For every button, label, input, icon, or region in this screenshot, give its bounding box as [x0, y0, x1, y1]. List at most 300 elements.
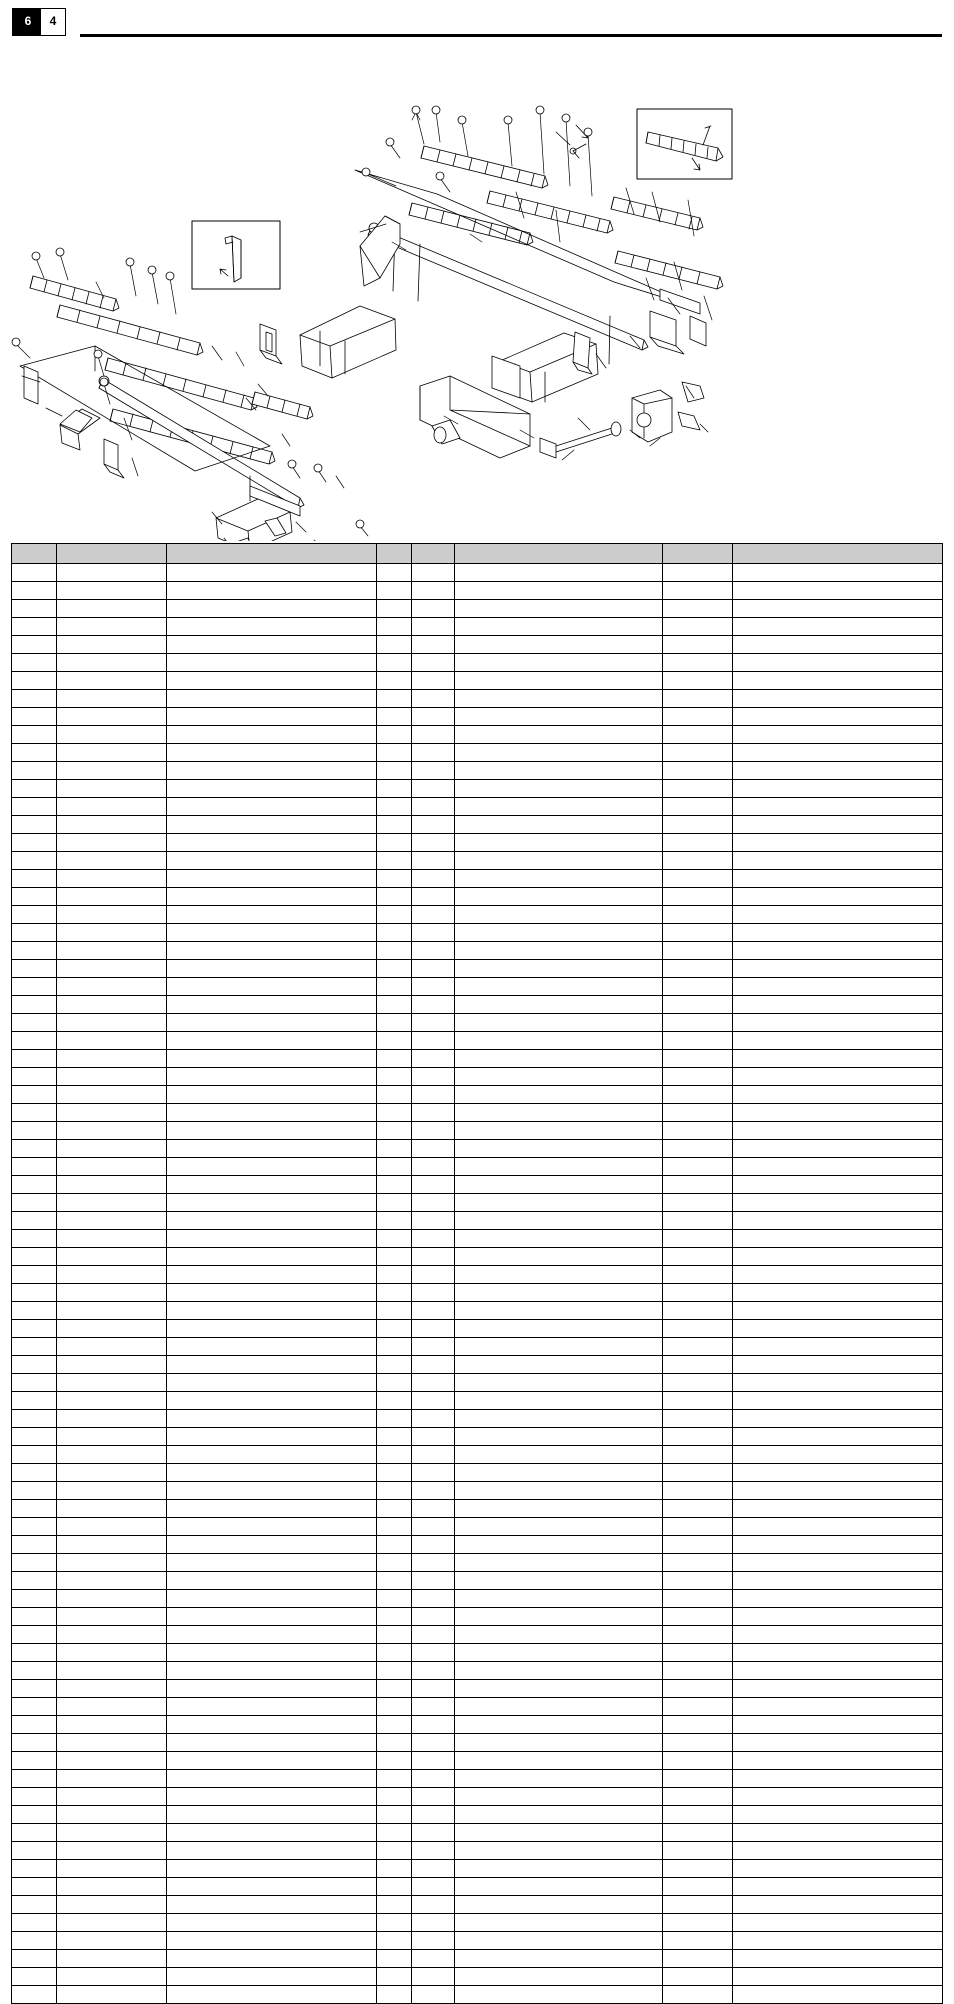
lower-left-rails	[30, 276, 313, 464]
table-cell	[167, 690, 377, 708]
table-row	[12, 870, 943, 888]
col-header-item	[12, 544, 57, 564]
table-cell	[663, 1068, 733, 1086]
table-cell	[12, 942, 57, 960]
table-row	[12, 1356, 943, 1374]
table-cell	[376, 870, 411, 888]
table-cell	[454, 1032, 662, 1050]
table-cell	[411, 1680, 454, 1698]
table-cell	[57, 1518, 167, 1536]
table-cell	[167, 1824, 377, 1842]
table-cell	[12, 1824, 57, 1842]
table-cell	[376, 1932, 411, 1950]
table-row	[12, 1230, 943, 1248]
table-cell	[663, 726, 733, 744]
table-cell	[167, 1590, 377, 1608]
table-cell	[57, 1770, 167, 1788]
table-cell	[376, 1716, 411, 1734]
table-cell	[167, 1914, 377, 1932]
col-header-qty-2	[733, 544, 943, 564]
table-cell	[57, 1140, 167, 1158]
table-cell	[167, 636, 377, 654]
table-cell	[167, 1410, 377, 1428]
table-cell	[57, 1032, 167, 1050]
table-cell	[57, 1608, 167, 1626]
table-cell	[454, 1104, 662, 1122]
table-cell	[12, 834, 57, 852]
table-row	[12, 1500, 943, 1518]
table-cell	[663, 780, 733, 798]
table-cell	[411, 1608, 454, 1626]
table-row	[12, 564, 943, 582]
table-cell	[376, 1230, 411, 1248]
table-cell	[663, 942, 733, 960]
table-row	[12, 1860, 943, 1878]
table-cell	[376, 1482, 411, 1500]
table-cell	[663, 1176, 733, 1194]
table-row	[12, 1770, 943, 1788]
table-cell	[411, 1320, 454, 1338]
table-cell	[733, 1194, 943, 1212]
table-cell	[12, 582, 57, 600]
table-cell	[57, 1464, 167, 1482]
table-cell	[411, 1086, 454, 1104]
page-header	[0, 0, 954, 46]
table-cell	[57, 600, 167, 618]
table-cell	[454, 564, 662, 582]
table-cell	[57, 1320, 167, 1338]
table-cell	[454, 1554, 662, 1572]
table-cell	[167, 1878, 377, 1896]
table-row	[12, 1014, 943, 1032]
table-cell	[12, 888, 57, 906]
table-cell	[663, 1716, 733, 1734]
table-cell	[411, 1194, 454, 1212]
table-cell	[411, 780, 454, 798]
table-row	[12, 1788, 943, 1806]
table-cell	[454, 762, 662, 780]
table-cell	[57, 762, 167, 780]
table-cell	[376, 1176, 411, 1194]
table-cell	[376, 924, 411, 942]
table-cell	[12, 1284, 57, 1302]
exploded-parts-diagram	[0, 46, 954, 541]
table-cell	[454, 654, 662, 672]
table-row	[12, 1590, 943, 1608]
table-cell	[57, 780, 167, 798]
table-cell	[733, 1014, 943, 1032]
table-cell	[411, 1446, 454, 1464]
table-row	[12, 1392, 943, 1410]
table-row	[12, 726, 943, 744]
table-row	[12, 1608, 943, 1626]
table-cell	[663, 654, 733, 672]
table-row	[12, 1482, 943, 1500]
table-cell	[57, 1482, 167, 1500]
table-cell	[454, 1572, 662, 1590]
table-cell	[733, 744, 943, 762]
table-cell	[411, 924, 454, 942]
table-cell	[376, 780, 411, 798]
table-cell	[376, 1500, 411, 1518]
table-cell	[167, 834, 377, 852]
table-cell	[167, 1266, 377, 1284]
table-row	[12, 1824, 943, 1842]
table-cell	[57, 1410, 167, 1428]
table-cell	[733, 1806, 943, 1824]
table-cell	[167, 960, 377, 978]
table-cell	[663, 1230, 733, 1248]
table-cell	[663, 1896, 733, 1914]
table-cell	[454, 1446, 662, 1464]
table-cell	[57, 1356, 167, 1374]
table-cell	[376, 1104, 411, 1122]
table-cell	[411, 1032, 454, 1050]
table-cell	[57, 672, 167, 690]
table-row	[12, 942, 943, 960]
table-cell	[57, 996, 167, 1014]
table-cell	[411, 1806, 454, 1824]
table-cell	[454, 1914, 662, 1932]
table-cell	[57, 1878, 167, 1896]
table-cell	[12, 1500, 57, 1518]
table-cell	[376, 1194, 411, 1212]
table-cell	[167, 888, 377, 906]
table-cell	[454, 1986, 662, 2004]
table-row	[12, 1068, 943, 1086]
table-cell	[454, 798, 662, 816]
table-cell	[411, 744, 454, 762]
table-cell	[167, 1788, 377, 1806]
table-cell	[167, 1122, 377, 1140]
parts-table	[11, 543, 943, 2004]
table-cell	[167, 816, 377, 834]
table-cell	[376, 852, 411, 870]
table-cell	[733, 1464, 943, 1482]
table-cell	[57, 924, 167, 942]
table-cell	[12, 1788, 57, 1806]
table-cell	[454, 942, 662, 960]
table-cell	[411, 726, 454, 744]
table-cell	[12, 654, 57, 672]
table-cell	[454, 888, 662, 906]
table-cell	[411, 1392, 454, 1410]
table-cell	[12, 762, 57, 780]
table-cell	[411, 1014, 454, 1032]
table-cell	[12, 1194, 57, 1212]
table-cell	[167, 1986, 377, 2004]
table-cell	[12, 960, 57, 978]
table-cell	[411, 564, 454, 582]
table-cell	[411, 1176, 454, 1194]
table-cell	[376, 1356, 411, 1374]
table-cell	[12, 978, 57, 996]
table-cell	[57, 1968, 167, 1986]
table-cell	[167, 1518, 377, 1536]
table-cell	[12, 1590, 57, 1608]
table-cell	[411, 816, 454, 834]
table-cell	[454, 1050, 662, 1068]
table-cell	[663, 1032, 733, 1050]
table-cell	[733, 1878, 943, 1896]
table-cell	[57, 564, 167, 582]
table-cell	[733, 1176, 943, 1194]
table-cell	[167, 1572, 377, 1590]
table-cell	[454, 672, 662, 690]
table-cell	[454, 1770, 662, 1788]
table-cell	[167, 1176, 377, 1194]
table-cell	[167, 1356, 377, 1374]
table-cell	[454, 690, 662, 708]
table-cell	[663, 1590, 733, 1608]
table-cell	[376, 1770, 411, 1788]
table-row	[12, 672, 943, 690]
table-cell	[57, 1806, 167, 1824]
table-cell	[663, 1500, 733, 1518]
table-cell	[376, 1338, 411, 1356]
table-cell	[376, 600, 411, 618]
table-cell	[167, 1734, 377, 1752]
table-cell	[12, 1050, 57, 1068]
table-cell	[411, 1428, 454, 1446]
table-cell	[167, 726, 377, 744]
table-cell	[57, 1428, 167, 1446]
col-header-qty	[376, 544, 411, 564]
table-cell	[376, 564, 411, 582]
table-cell	[12, 726, 57, 744]
table-cell	[167, 1392, 377, 1410]
table-cell	[376, 1608, 411, 1626]
table-cell	[376, 1950, 411, 1968]
table-cell	[663, 1878, 733, 1896]
table-cell	[733, 1896, 943, 1914]
table-cell	[411, 1464, 454, 1482]
table-cell	[12, 1428, 57, 1446]
table-cell	[663, 564, 733, 582]
table-cell	[733, 1680, 943, 1698]
table-cell	[57, 1374, 167, 1392]
table-cell	[663, 636, 733, 654]
table-cell	[454, 1158, 662, 1176]
table-cell	[663, 1932, 733, 1950]
table-cell	[733, 1212, 943, 1230]
table-cell	[57, 1068, 167, 1086]
page-number: 6	[24, 14, 32, 28]
table-cell	[12, 1446, 57, 1464]
table-cell	[411, 1518, 454, 1536]
table-cell	[167, 1248, 377, 1266]
detail-inset-right	[556, 109, 732, 179]
table-cell	[57, 798, 167, 816]
table-cell	[376, 1014, 411, 1032]
table-row	[12, 1950, 943, 1968]
table-cell	[167, 870, 377, 888]
table-cell	[733, 906, 943, 924]
table-cell	[454, 1608, 662, 1626]
table-cell	[733, 1986, 943, 2004]
table-row	[12, 1932, 943, 1950]
table-cell	[167, 1896, 377, 1914]
table-cell	[454, 1698, 662, 1716]
table-cell	[376, 1068, 411, 1086]
table-cell	[12, 1248, 57, 1266]
table-cell	[167, 978, 377, 996]
table-cell	[376, 1248, 411, 1266]
table-cell	[411, 636, 454, 654]
table-row	[12, 924, 943, 942]
table-cell	[733, 1086, 943, 1104]
table-cell	[663, 1914, 733, 1932]
table-cell	[57, 654, 167, 672]
table-cell	[733, 1392, 943, 1410]
table-cell	[663, 1320, 733, 1338]
table-cell	[376, 1284, 411, 1302]
table-cell	[12, 1302, 57, 1320]
table-cell	[57, 1392, 167, 1410]
table-row	[12, 1212, 943, 1230]
table-cell	[57, 1914, 167, 1932]
table-cell	[663, 1050, 733, 1068]
table-cell	[57, 1896, 167, 1914]
table-cell	[663, 1572, 733, 1590]
table-cell	[454, 1320, 662, 1338]
table-cell	[12, 708, 57, 726]
table-cell	[454, 1392, 662, 1410]
table-cell	[12, 1410, 57, 1428]
table-row	[12, 654, 943, 672]
table-row	[12, 996, 943, 1014]
table-cell	[663, 852, 733, 870]
table-cell	[167, 942, 377, 960]
table-cell	[167, 1338, 377, 1356]
parts-table-body	[12, 564, 943, 2004]
table-cell	[376, 1446, 411, 1464]
table-cell	[57, 1860, 167, 1878]
table-cell	[454, 1086, 662, 1104]
table-cell	[663, 1212, 733, 1230]
table-cell	[454, 1644, 662, 1662]
table-cell	[12, 1230, 57, 1248]
table-cell	[454, 726, 662, 744]
table-row	[12, 960, 943, 978]
table-cell	[12, 564, 57, 582]
table-row	[12, 600, 943, 618]
table-cell	[454, 1680, 662, 1698]
table-cell	[57, 1626, 167, 1644]
table-row	[12, 1734, 943, 1752]
table-cell	[663, 1698, 733, 1716]
table-cell	[167, 1932, 377, 1950]
table-cell	[376, 1662, 411, 1680]
table-cell	[733, 870, 943, 888]
table-cell	[454, 1356, 662, 1374]
table-cell	[12, 1860, 57, 1878]
table-cell	[411, 1698, 454, 1716]
table-cell	[733, 726, 943, 744]
table-cell	[57, 1284, 167, 1302]
table-cell	[454, 1518, 662, 1536]
table-cell	[411, 1050, 454, 1068]
table-cell	[57, 1734, 167, 1752]
table-cell	[167, 1680, 377, 1698]
table-cell	[57, 1104, 167, 1122]
table-cell	[376, 636, 411, 654]
table-cell	[376, 1320, 411, 1338]
table-cell	[411, 1410, 454, 1428]
table-cell	[411, 1788, 454, 1806]
table-cell	[12, 1518, 57, 1536]
table-cell	[12, 1032, 57, 1050]
table-cell	[663, 1752, 733, 1770]
table-cell	[411, 1860, 454, 1878]
table-cell	[57, 618, 167, 636]
table-cell	[57, 1554, 167, 1572]
table-cell	[663, 672, 733, 690]
table-row	[12, 1896, 943, 1914]
table-cell	[376, 1050, 411, 1068]
table-cell	[376, 726, 411, 744]
table-cell	[57, 1986, 167, 2004]
table-cell	[376, 1158, 411, 1176]
table-row	[12, 1248, 943, 1266]
table-cell	[411, 978, 454, 996]
table-cell	[454, 1068, 662, 1086]
table-cell	[12, 600, 57, 618]
table-cell	[167, 1644, 377, 1662]
table-cell	[411, 600, 454, 618]
table-cell	[454, 978, 662, 996]
table-cell	[57, 1824, 167, 1842]
table-row	[12, 1644, 943, 1662]
table-cell	[663, 906, 733, 924]
table-cell	[57, 1644, 167, 1662]
table-row	[12, 1806, 943, 1824]
table-cell	[411, 1770, 454, 1788]
table-cell	[733, 1140, 943, 1158]
table-cell	[12, 1626, 57, 1644]
table-cell	[12, 906, 57, 924]
table-cell	[376, 1752, 411, 1770]
table-cell	[12, 1356, 57, 1374]
table-cell	[733, 1050, 943, 1068]
table-cell	[167, 1014, 377, 1032]
table-cell	[454, 780, 662, 798]
table-row	[12, 708, 943, 726]
table-cell	[167, 1428, 377, 1446]
table-cell	[12, 690, 57, 708]
table-row	[12, 618, 943, 636]
table-cell	[663, 582, 733, 600]
table-cell	[733, 816, 943, 834]
table-cell	[167, 1446, 377, 1464]
table-cell	[454, 1950, 662, 1968]
table-row	[12, 1086, 943, 1104]
table-cell	[376, 672, 411, 690]
table-cell	[411, 852, 454, 870]
table-row	[12, 906, 943, 924]
table-cell	[411, 1824, 454, 1842]
table-cell	[57, 1176, 167, 1194]
table-cell	[57, 1500, 167, 1518]
table-cell	[12, 852, 57, 870]
table-cell	[376, 1644, 411, 1662]
table-cell	[733, 1626, 943, 1644]
table-cell	[12, 1320, 57, 1338]
table-cell	[663, 1806, 733, 1824]
table-cell	[12, 1464, 57, 1482]
table-cell	[411, 762, 454, 780]
table-cell	[411, 1356, 454, 1374]
